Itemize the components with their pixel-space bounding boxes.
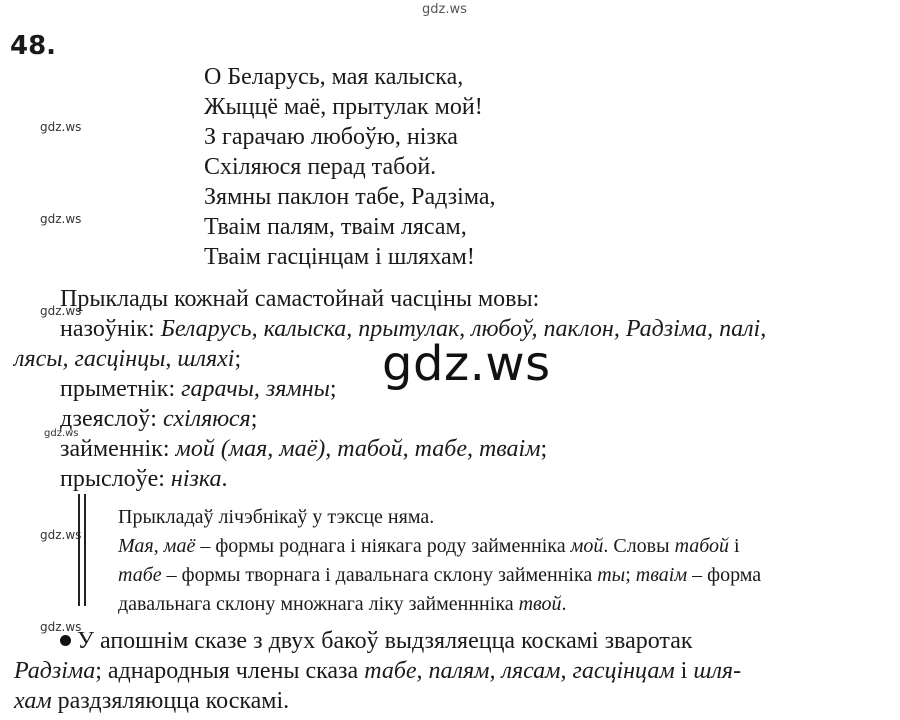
adjective-label: прыметнік: bbox=[60, 376, 182, 402]
watermark-side-2: gdz.ws bbox=[40, 212, 82, 226]
pronoun-words: мой (мая, маё), табой, табе, тваім bbox=[175, 436, 541, 462]
poem-line: З гарачаю любоўю, нізка bbox=[204, 124, 458, 150]
watermark-side-3: gdz.ws bbox=[40, 304, 82, 318]
final-text: раздзяляюцца коскамі. bbox=[51, 688, 290, 714]
final-text: ; аднародныя члены сказа bbox=[95, 658, 365, 684]
note-italic: тваім bbox=[635, 564, 688, 586]
watermark-side-6: gdz.ws bbox=[40, 620, 82, 634]
punctuation: ; bbox=[234, 346, 242, 372]
note-text: – формы творнага і давальнага склону займенніка bbox=[161, 564, 598, 586]
poem-line: Зямны паклон табе, Радзіма, bbox=[204, 184, 496, 210]
verb-label: дзеяслоў: bbox=[60, 406, 163, 432]
note-text: ; bbox=[625, 564, 636, 586]
note-italic: Мая, маё bbox=[118, 535, 196, 557]
note-margin-bar bbox=[78, 494, 86, 606]
note-text: . Словы bbox=[603, 535, 675, 557]
punctuation: ; bbox=[329, 376, 337, 402]
watermark-center: gdz.ws bbox=[382, 336, 551, 392]
poem-line: Схіляюся перад табой. bbox=[204, 154, 437, 180]
note-line-1: Прыкладаў лічэбнікаў у тэксце няма. bbox=[118, 506, 435, 528]
final-line-2 bbox=[14, 656, 741, 686]
adverb-words: нізка bbox=[170, 466, 222, 492]
note-italic: ты bbox=[597, 564, 626, 586]
bullet-icon bbox=[60, 635, 71, 646]
noun-words-cont: лясы, гасцінцы, шляхі bbox=[14, 346, 235, 372]
final-line-1 bbox=[60, 626, 693, 656]
note-text: – форма bbox=[687, 564, 762, 586]
note-line-2 bbox=[118, 532, 740, 561]
adjective-words: гарачы, зямны bbox=[181, 376, 330, 402]
final-line-3 bbox=[14, 686, 289, 716]
verb-words: схіляюся bbox=[162, 406, 251, 432]
note-line-4 bbox=[118, 590, 566, 619]
pronoun-line bbox=[60, 434, 547, 464]
note-text: і bbox=[729, 535, 740, 557]
adjective-line bbox=[60, 374, 337, 404]
punctuation: ; bbox=[540, 436, 548, 462]
watermark-side-4: gdz.ws bbox=[44, 428, 79, 439]
verb-line bbox=[60, 404, 257, 434]
poem bbox=[204, 62, 496, 272]
note-text: давальнага склону множнага ліку займенннiка bbox=[118, 593, 519, 615]
noun-words: Беларусь, калыска, прытулак, любоў, паклон, Радзіма, палі, bbox=[160, 316, 767, 342]
final-italic: Радзіма bbox=[14, 658, 96, 684]
final-text: і bbox=[674, 658, 694, 684]
watermark-top: gdz.ws bbox=[422, 2, 467, 17]
poem-line: Жыццё маё, прытулак мой! bbox=[204, 94, 483, 120]
note-text: . bbox=[561, 593, 567, 615]
note-italic: твой bbox=[518, 593, 562, 615]
watermark-side-5: gdz.ws bbox=[40, 528, 82, 542]
watermark-side-1: gdz.ws bbox=[40, 120, 82, 134]
adverb-label: прыслоўе: bbox=[60, 466, 171, 492]
task-number: 48. bbox=[10, 31, 57, 61]
final-italic: хам bbox=[14, 688, 52, 714]
punctuation: . bbox=[221, 466, 228, 492]
final-text: У апошнім сказе з двух бакоў выдзяляецца коскамі зваротак bbox=[77, 628, 693, 654]
note-italic: мой bbox=[570, 535, 604, 557]
final-italic: шля- bbox=[693, 658, 742, 684]
examples-intro: Прыклады кожнай самастойнай часціны мовы: bbox=[60, 286, 540, 312]
noun-line-cont bbox=[14, 344, 241, 374]
note-text: – формы роднага і ніякага роду займенніка bbox=[195, 535, 571, 557]
poem-line: Тваім гасцінцам і шляхам! bbox=[204, 244, 475, 270]
poem-line: О Беларусь, мая калыска, bbox=[204, 64, 464, 90]
final-italic: табе, палям, лясам, гасцінцам bbox=[364, 658, 675, 684]
pronoun-label: займеннік: bbox=[60, 436, 176, 462]
punctuation: ; bbox=[250, 406, 258, 432]
note-line-3 bbox=[118, 561, 761, 590]
poem-line: Тваім палям, тваім лясам, bbox=[204, 214, 467, 240]
noun-label: назоўнік: bbox=[60, 316, 161, 342]
adverb-line bbox=[60, 464, 228, 494]
note-italic: табе bbox=[118, 564, 162, 586]
note-italic: табой bbox=[674, 535, 730, 557]
